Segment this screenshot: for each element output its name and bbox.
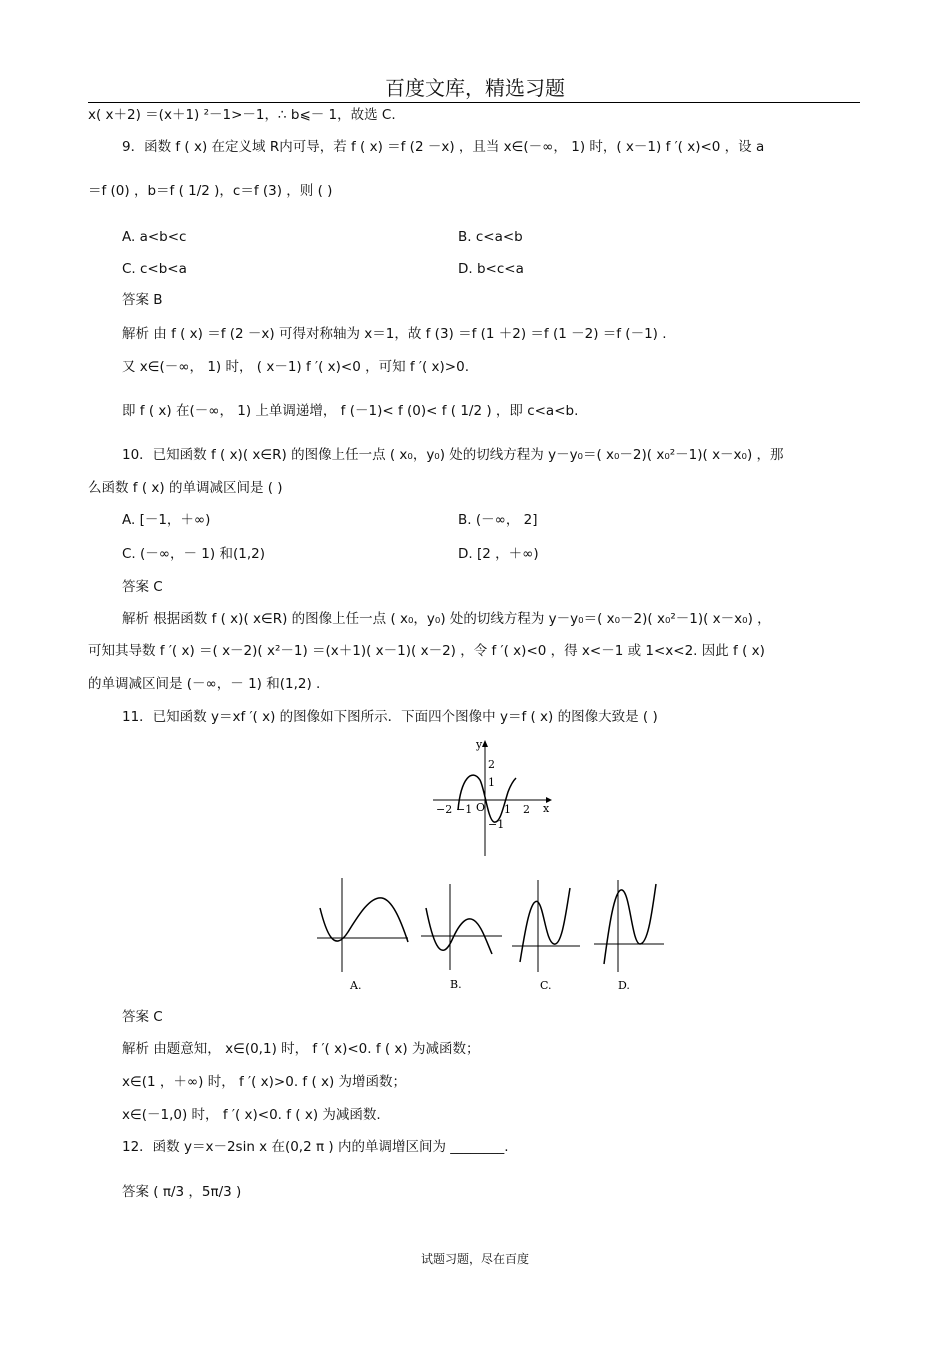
tick-label: 2 — [523, 803, 530, 816]
tick-label: 1 — [488, 776, 495, 789]
text-line: 9．函数 f ( x) 在定义域 R内可导，若 f ( x) ＝f (2 －x) ，且当 x∈(－∞， 1) 时，( x－1) f ′( x)<0 ，设 a — [122, 139, 765, 155]
text-line: x∈(－1,0) 时， f ′( x)<0. f ( x) 为减函数. — [122, 1107, 381, 1123]
header-rule — [88, 102, 860, 103]
option-graph-b — [416, 878, 506, 992]
option-caption: A. — [350, 979, 362, 992]
text-line: 12．函数 y＝x－2sin x 在(0,2 π ) 内的单调增区间为 ________. — [122, 1139, 509, 1155]
axis-label-x: x — [543, 802, 550, 815]
tick-label: −1 — [488, 818, 505, 831]
text-line: 10．已知函数 f ( x)( x∈R) 的图像上任一点 ( x₀，y₀) 处的切线方程为 y－y₀＝( x₀－2)( x₀²－1)( x－x₀) ，那 — [122, 447, 784, 463]
answer: 答案 C — [122, 1009, 163, 1025]
option-graph-c — [508, 872, 586, 992]
tick-label: 2 — [488, 758, 495, 771]
text-line: 的单调减区间是 (－∞，－ 1) 和(1,2) . — [88, 676, 321, 692]
answer: 答案 C — [122, 579, 163, 595]
option-caption: C. — [540, 979, 552, 992]
page-header: 百度文库，精选习题 — [385, 76, 565, 100]
text-line: 11．已知函数 y＝xf ′( x) 的图像如下图所示．下面四个图像中 y＝f ( x) 的图像大致是 ( ) — [122, 709, 658, 725]
tick-label: 1 — [504, 803, 511, 816]
text-line: 解析 由题意知， x∈(0,1) 时， f ′( x)<0. f ( x) 为减函数； — [122, 1041, 480, 1057]
axis-label-y: y — [476, 738, 483, 751]
option-b: B. (－∞， 2] — [458, 512, 538, 528]
answer: 答案 ( π/3 ，5π/3 ) — [122, 1184, 242, 1200]
option-graph-a — [312, 872, 412, 992]
option-d: D. b<c<a — [458, 261, 524, 277]
answer: 答案 B — [122, 292, 163, 308]
option-graph-d — [590, 872, 670, 992]
origin-label: O — [476, 801, 486, 814]
text-line: x∈(1 ，＋∞) 时， f ′( x)>0. f ( x) 为增函数； — [122, 1074, 407, 1090]
option-d: D. [2 ，＋∞) — [458, 546, 539, 562]
option-c: C. (－∞，－ 1) 和(1,2) — [122, 546, 265, 562]
main-graph — [428, 738, 553, 860]
text-line: 解析 根据函数 f ( x)( x∈R) 的图像上任一点 ( x₀，y₀) 处的切线方程为 y－y₀＝( x₀－2)( x₀²－1)( x－x₀) ， — [122, 611, 771, 627]
option-c: C. c<b<a — [122, 261, 187, 277]
tick-label: −2 — [436, 803, 453, 816]
option-caption: B. — [450, 978, 462, 991]
text-line: 即 f ( x) 在(－∞， 1) 上单调递增， f (－1)< f (0)< f ( 1/2 ) ，即 c<a<b. — [122, 403, 579, 419]
option-b: B. c<a<b — [458, 229, 523, 245]
text-line: 又 x∈(－∞， 1) 时， ( x－1) f ′( x)<0 ，可知 f ′( x)>0. — [122, 359, 469, 375]
text-line: x( x＋2) ＝(x＋1) ²－1>－1，∴ b⩽－ 1，故选 C. — [88, 107, 396, 123]
text-line: 么函数 f ( x) 的单调减区间是 ( ) — [88, 480, 283, 496]
tick-label: −1 — [456, 803, 473, 816]
text-line: ＝f (0) ，b＝f ( 1/2 )，c＝f (3) ，则 ( ) — [88, 183, 333, 199]
option-caption: D. — [618, 979, 630, 992]
option-a: A. [－1，＋∞) — [122, 512, 211, 528]
text-line: 解析 由 f ( x) ＝f (2 －x) 可得对称轴为 x＝1，故 f (3) ＝f (1 ＋2) ＝f (1 －2) ＝f (－1) . — [122, 326, 667, 342]
text-line: 可知其导数 f ′( x) ＝( x－2)( x²－1) ＝(x＋1)( x－1)( x－2) ，令 f ′( x)<0 ，得 x<－1 或 1<x<2. 因此 f ( x) — [88, 643, 765, 659]
option-a: A. a<b<c — [122, 229, 187, 245]
page-footer: 试题习题，尽在百度 — [420, 1252, 529, 1266]
